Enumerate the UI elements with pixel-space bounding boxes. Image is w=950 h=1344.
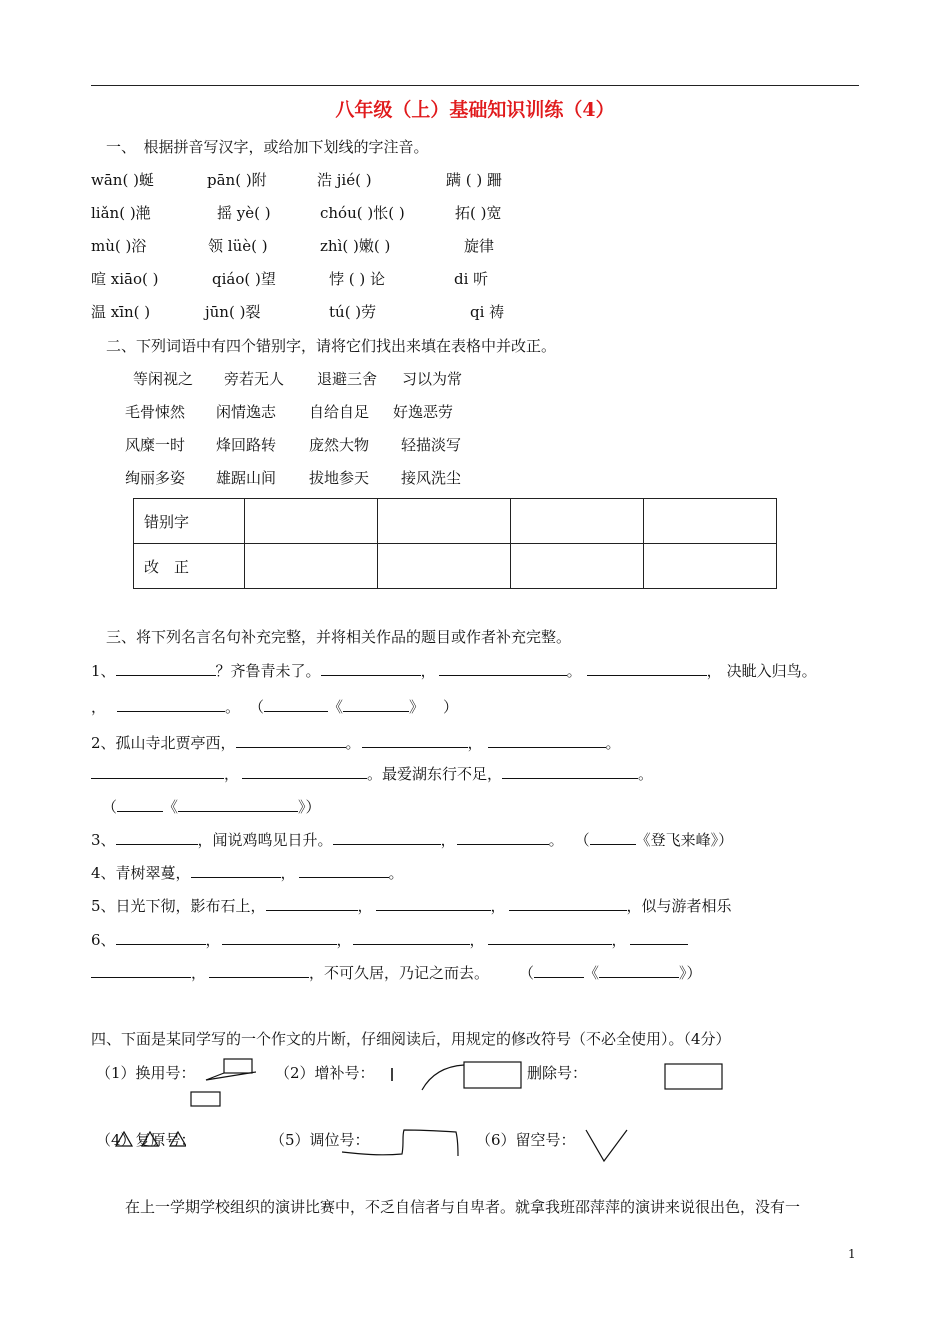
page-number: 1: [848, 1247, 856, 1261]
num: 6、: [91, 931, 116, 949]
q3-heading: 三、将下列名言名句补充完整，并将相关作品的题目或作者补充完整。: [106, 628, 572, 646]
author-blank[interactable]: [117, 797, 163, 812]
author-blank[interactable]: [534, 963, 584, 978]
book-mark: 《: [328, 698, 344, 716]
period: 。: [345, 734, 361, 752]
blank[interactable]: [117, 697, 225, 712]
blank[interactable]: [630, 930, 688, 945]
blank[interactable]: [362, 733, 468, 748]
period: 。: [388, 864, 404, 882]
blank[interactable]: [236, 733, 346, 748]
comma: ，: [706, 662, 722, 680]
symbol-label-restore: （4）复原号：: [96, 1131, 196, 1149]
q2-word: 退避三舍: [317, 370, 378, 388]
period: 。: [566, 662, 582, 680]
restore-symbol-icon: [114, 1130, 186, 1148]
comma: ，: [224, 765, 240, 783]
q3-line-8: [91, 896, 732, 916]
q2-word: 接风洗尘: [401, 469, 462, 487]
answer-cell[interactable]: [644, 499, 777, 544]
q1-item: 旋律: [464, 237, 495, 255]
q2-word: 等闲视之: [133, 370, 194, 388]
q1-heading: 一、 根据拼音写汉字，或给加下划线的字注音。: [106, 138, 429, 156]
period: 。: [548, 831, 564, 849]
text: 《登飞来峰》）: [635, 831, 734, 849]
error-table: [133, 498, 777, 589]
q1-item: 温 xīn( ): [91, 303, 151, 321]
answer-cell[interactable]: [245, 544, 378, 589]
space-symbol-icon: [584, 1128, 630, 1164]
text: 5、日光下彻，影布石上，: [91, 897, 266, 915]
paren: （: [102, 798, 118, 816]
q1-item: 领 lüè( ): [208, 237, 268, 255]
q1-item: jūn( )裂: [205, 303, 261, 321]
comma: ，: [336, 931, 352, 949]
title-blank[interactable]: [178, 797, 298, 812]
comma: ，: [191, 964, 207, 982]
q3-line-5: [102, 797, 321, 817]
comma: ，: [357, 897, 373, 915]
text: ，闻说鸡鸣见日升。: [197, 831, 333, 849]
blank[interactable]: [116, 830, 198, 845]
comma: ，: [205, 931, 221, 949]
paren: ）: [443, 698, 459, 716]
comma: ，: [490, 897, 506, 915]
answer-cell[interactable]: [378, 499, 511, 544]
blank[interactable]: [488, 930, 612, 945]
blank[interactable]: [222, 930, 337, 945]
q2-word: 拔地参天: [309, 469, 370, 487]
q2-word: 烽回路转: [216, 436, 277, 454]
q2-word: 风糜一时: [125, 436, 186, 454]
comma: ，: [91, 698, 107, 716]
symbol-label-replace: （1）换用号：: [96, 1064, 196, 1082]
book-mark: 》: [298, 798, 306, 816]
q1-item: qi 祷: [470, 303, 505, 321]
text: ？齐鲁青未了。: [215, 662, 321, 680]
blank[interactable]: [116, 661, 216, 676]
q1-item: tú( )劳: [329, 303, 377, 321]
answer-cell[interactable]: [245, 499, 378, 544]
blank[interactable]: [91, 764, 224, 779]
blank[interactable]: [266, 896, 358, 911]
blank[interactable]: [299, 863, 389, 878]
q1-item: 喧 xiāo( ): [91, 270, 159, 288]
blank[interactable]: [191, 863, 281, 878]
q1-item: di 听: [454, 270, 489, 288]
table-header-correct: 改 正: [134, 544, 245, 589]
q3-line-10: [91, 963, 702, 983]
comma: ，: [440, 831, 456, 849]
symbol-label-insert: （2）增补号：: [275, 1064, 375, 1082]
q1-item: zhì( )嫩( ): [320, 237, 391, 255]
blank[interactable]: [91, 963, 191, 978]
book-mark: 》: [679, 964, 687, 982]
q2-word: 自给自足: [309, 403, 370, 421]
blank[interactable]: [502, 764, 638, 779]
blank[interactable]: [488, 733, 606, 748]
blank[interactable]: [439, 661, 567, 676]
q2-word: 绚丽多姿: [125, 469, 186, 487]
q2-word: 好逸恶劳: [393, 403, 454, 421]
delete-symbol-icon: [664, 1063, 724, 1091]
top-rule: [91, 85, 859, 86]
q3-line-6: [91, 830, 733, 850]
symbol-label-space: （6）留空号：: [476, 1131, 576, 1149]
q1-item: chóu( )怅( ): [320, 204, 405, 222]
blank[interactable]: [333, 830, 441, 845]
text: 。最爱湖东行不足，: [367, 765, 503, 783]
text: ，似与游者相乐: [626, 897, 732, 915]
answer-cell[interactable]: [511, 544, 644, 589]
blank[interactable]: [376, 896, 491, 911]
book-mark: 《: [163, 798, 179, 816]
q3-line-4: [91, 764, 653, 784]
replace-symbol-icon: [190, 1058, 256, 1108]
book-mark: 《: [584, 964, 600, 982]
insert-symbol-icon: [386, 1060, 526, 1092]
author-blank[interactable]: [590, 830, 636, 845]
symbol-label-transpose: （5）调位号：: [270, 1131, 370, 1149]
text: 决眦入归鸟。: [726, 662, 817, 680]
num: 3、: [91, 831, 116, 849]
comma: ，: [611, 931, 627, 949]
q3-line-7: [91, 863, 404, 883]
q3-line-2: [91, 697, 458, 717]
q1-item: wān( )蜒: [91, 171, 154, 189]
q2-word: 闲情逸志: [216, 403, 277, 421]
answer-cell[interactable]: [511, 499, 644, 544]
q2-word: 庞然大物: [309, 436, 370, 454]
transpose-symbol-icon: [340, 1126, 464, 1166]
period: 。: [638, 765, 654, 783]
paren: （: [249, 698, 265, 716]
paren: （: [519, 964, 535, 982]
q2-word: 雄踞山间: [216, 469, 277, 487]
q3-line-9: [91, 930, 688, 950]
comma: ，: [420, 662, 436, 680]
text: 2、孤山寺北贾亭西，: [91, 734, 236, 752]
q1-item: 拓( )宽: [455, 204, 502, 222]
answer-cell[interactable]: [378, 544, 511, 589]
title-blank[interactable]: [599, 963, 679, 978]
answer-cell[interactable]: [644, 544, 777, 589]
paren: ）: [305, 798, 321, 816]
q2-heading: 二、下列词语中有四个错别字，请将它们找出来填在表格中并改正。: [106, 337, 557, 355]
blank[interactable]: [209, 963, 309, 978]
period: 。: [605, 734, 621, 752]
blank[interactable]: [457, 830, 549, 845]
q2-word: 习以为常: [402, 370, 463, 388]
paren: ）: [686, 964, 702, 982]
num: 1、: [91, 662, 116, 680]
symbol-label-delete: 删除号：: [527, 1064, 588, 1082]
comma: ，: [280, 864, 296, 882]
q2-word: 轻描淡写: [401, 436, 462, 454]
q1-item: pān( )附: [207, 171, 267, 189]
paren: （: [574, 831, 590, 849]
q2-word: 旁若无人: [224, 370, 285, 388]
blank[interactable]: [587, 661, 707, 676]
q1-item: 悖 ( ) 论: [329, 270, 386, 288]
q3-line-3: [91, 733, 621, 753]
blank[interactable]: [509, 896, 627, 911]
text: 4、青树翠蔓，: [91, 864, 191, 882]
comma: ，: [467, 734, 483, 752]
blank[interactable]: [116, 930, 206, 945]
blank[interactable]: [242, 764, 367, 779]
book-mark: 》: [409, 698, 425, 716]
title-blank[interactable]: [343, 697, 409, 712]
q1-item: qiáo( )望: [212, 270, 276, 288]
author-blank[interactable]: [264, 697, 328, 712]
table-header-wrong: 错别字: [134, 499, 245, 544]
q1-item: liǎn( )滟: [91, 204, 151, 222]
essay-paragraph: 在上一学期学校组织的演讲比赛中，不乏自信者与自卑者。就拿我班邵萍萍的演讲来说很出色，没有一: [125, 1198, 801, 1216]
page-title: 八年级（上）基础知识训练（4）: [335, 99, 615, 121]
blank[interactable]: [353, 930, 470, 945]
comma: ，: [469, 931, 485, 949]
q1-item: mù( )浴: [91, 237, 147, 255]
text: ，不可久居，乃记之而去。: [309, 964, 490, 982]
q3-line-1: [91, 661, 817, 681]
q1-item: 摇 yè( ): [217, 204, 271, 222]
q1-item: 浩 jié( ): [317, 171, 372, 189]
q4-heading: 四、下面是某同学写的一个作文的片断，仔细阅读后，用规定的修改符号（不必全使用）。（4分）: [91, 1030, 731, 1048]
blank[interactable]: [321, 661, 421, 676]
q2-word: 毛骨悚然: [125, 403, 186, 421]
q1-item: 蹒 ( ) 跚: [446, 171, 503, 189]
period: 。: [225, 698, 241, 716]
